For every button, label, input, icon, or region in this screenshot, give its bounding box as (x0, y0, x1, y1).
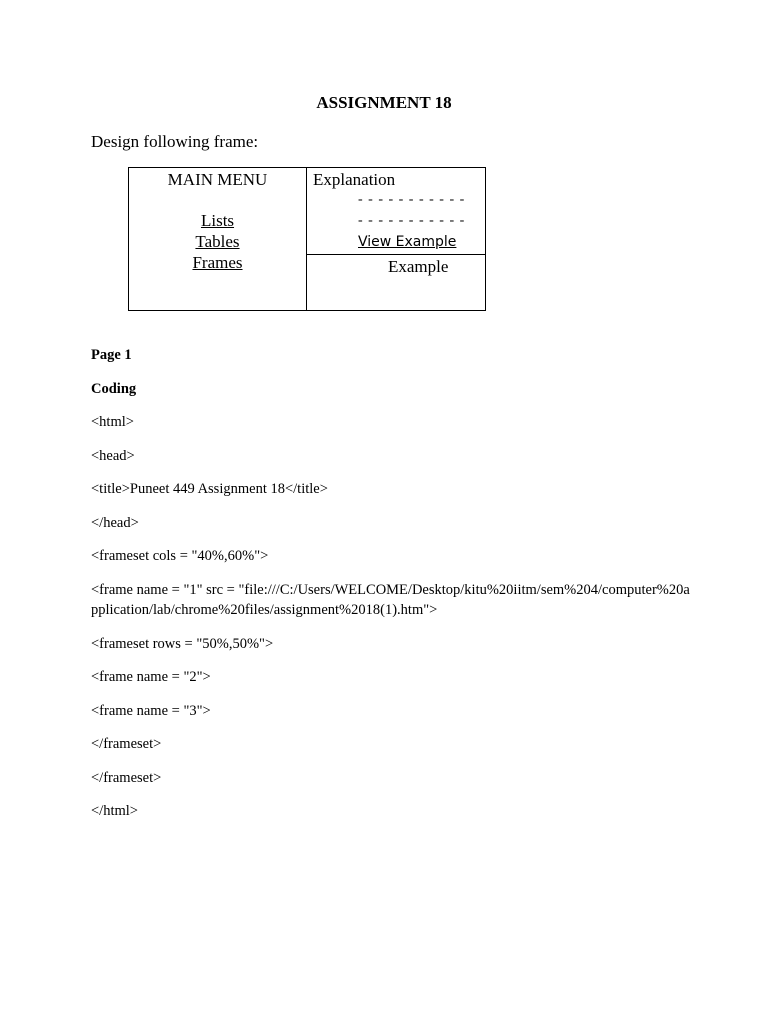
code-section (91, 345, 691, 835)
main-menu-links (129, 210, 306, 273)
frame-diagram (128, 167, 486, 311)
code-line: <frame name = "1" src = "file:///C:/Users/WELCOME/Desktop/kitu%20iitm/sem%204/computer%20application/lab/chrome%20files/assignment%2018(1).htm"> (91, 581, 690, 618)
view-example-link[interactable]: View Example (358, 234, 457, 250)
explanation-heading: Explanation (313, 170, 396, 189)
dash-placeholder-line: - - - - - - - - - - - (358, 192, 466, 207)
code-line: <title>Puneet 449 Assignment 18</title> (91, 481, 328, 497)
example-pane (307, 255, 485, 310)
menu-link-lists[interactable]: Lists (200, 211, 235, 230)
code-line: <frameset cols = "40%,60%"> (91, 548, 269, 564)
coding-label: Coding (91, 380, 137, 397)
explanation-pane (307, 168, 485, 255)
code-line: </head> (91, 514, 139, 531)
code-line: <frameset rows = "50%,50%"> (91, 635, 274, 652)
intro-text: Design following frame: (91, 132, 259, 151)
code-line: <html> (91, 414, 134, 430)
page-label: Page 1 (91, 347, 132, 363)
code-line: </frameset> (91, 769, 162, 786)
dash-placeholder-line: - - - - - - - - - - - (358, 213, 466, 228)
document-title: ASSIGNMENT 18 (316, 93, 452, 112)
code-line: <frame name = "3"> (91, 702, 211, 719)
code-line: <head> (91, 447, 135, 464)
main-menu-pane (129, 168, 307, 310)
code-line: <frame name = "2"> (91, 669, 211, 685)
code-line: </html> (91, 803, 138, 819)
menu-link-tables[interactable]: Tables (195, 232, 240, 251)
main-menu-heading: MAIN MENU (167, 170, 268, 189)
code-line: </frameset> (91, 736, 162, 752)
menu-link-frames[interactable]: Frames (192, 253, 243, 272)
example-label: Example (388, 257, 449, 276)
